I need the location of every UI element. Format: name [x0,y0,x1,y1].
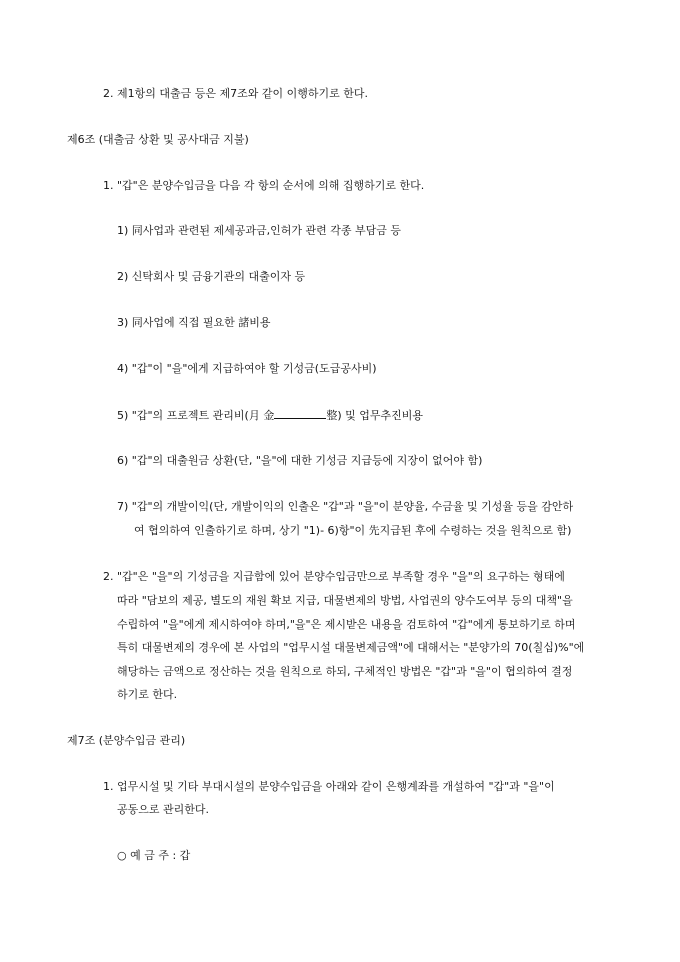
clause-continuation: 공동으로 관리한다. [117,803,210,816]
article-heading: 제7조 (분양수입금 관리) [67,734,186,747]
amount-blank [274,408,326,419]
sub-item: 4) "갑"이 "을"에게 지급하여야 할 기성금(도급공사비) [117,362,377,375]
sub-item: 2) 신탁회사 및 금융기관의 대출이자 등 [117,270,306,283]
clause-continuation: 하기로 한다. [117,688,178,701]
article-heading: 제6조 (대출금 상환 및 공사대금 지불) [67,133,249,146]
clause-continuation: 특히 대물변제의 경우에 본 사업의 "업무시설 대물변제금액"에 대해서는 "분양가의 70(칠십)%"에 [117,641,585,654]
clause-item: 2. "갑"은 "을"의 기성금을 지급함에 있어 분양수입금만으로 부족할 경우 "을"의 요구하는 형태에 [103,570,565,583]
depositor-line: ○ 예 금 주 : 갑 [117,849,191,862]
clause-continuation: 따라 "담보의 제공, 별도의 재원 확보 지급, 대물변제의 방법, 사업권의 양수도여부 등의 대책"을 [117,594,573,607]
clause-continuation: 수립하여 "을"에게 제시하여야 하며,"을"은 제시받은 내용을 검토하여 "갑"에게 통보하기로 하며 [117,618,576,631]
sub-item: 7) "갑"의 개발이익(단, 개발이익의 인출은 "갑"과 "을"이 분양율, 수금율 및 기성율 등을 감안하 [117,500,574,513]
sub-item-text: 5) "갑"의 프로젝트 관리비(月 金 [117,409,275,422]
sub-item [117,408,423,423]
clause-item: 1. "갑"은 분양수입금을 다음 각 항의 순서에 의해 집행하기로 한다. [103,179,425,192]
clause-item: 2. 제1항의 대출금 등은 제7조와 같이 이행하기로 한다. [103,87,368,100]
sub-item-text: 整) 및 업무추진비용 [326,409,423,422]
sub-item: 6) "갑"의 대출원금 상환(단, "을"에 대한 기성금 지급등에 지장이 없어야 함) [117,454,483,467]
sub-item: 1) 同사업과 관련된 제세공과금,인허가 관련 각종 부담금 등 [117,224,402,237]
clause-continuation: 해당하는 금액으로 정산하는 것을 원칙으로 하되, 구체적인 방법은 "갑"과 "을"이 협의하여 결정 [117,665,573,678]
sub-item: 3) 同사업에 직접 필요한 諸비용 [117,316,271,329]
clause-item: 1. 업무시설 및 기타 부대시설의 분양수입금을 아래와 같이 은행계좌를 개설하여 "갑"과 "을"이 [103,780,555,793]
sub-item-continuation: 여 협의하여 인출하기로 하며, 상기 "1)- 6)항"이 先지급된 후에 수령하는 것을 원칙으로 함) [134,524,572,537]
